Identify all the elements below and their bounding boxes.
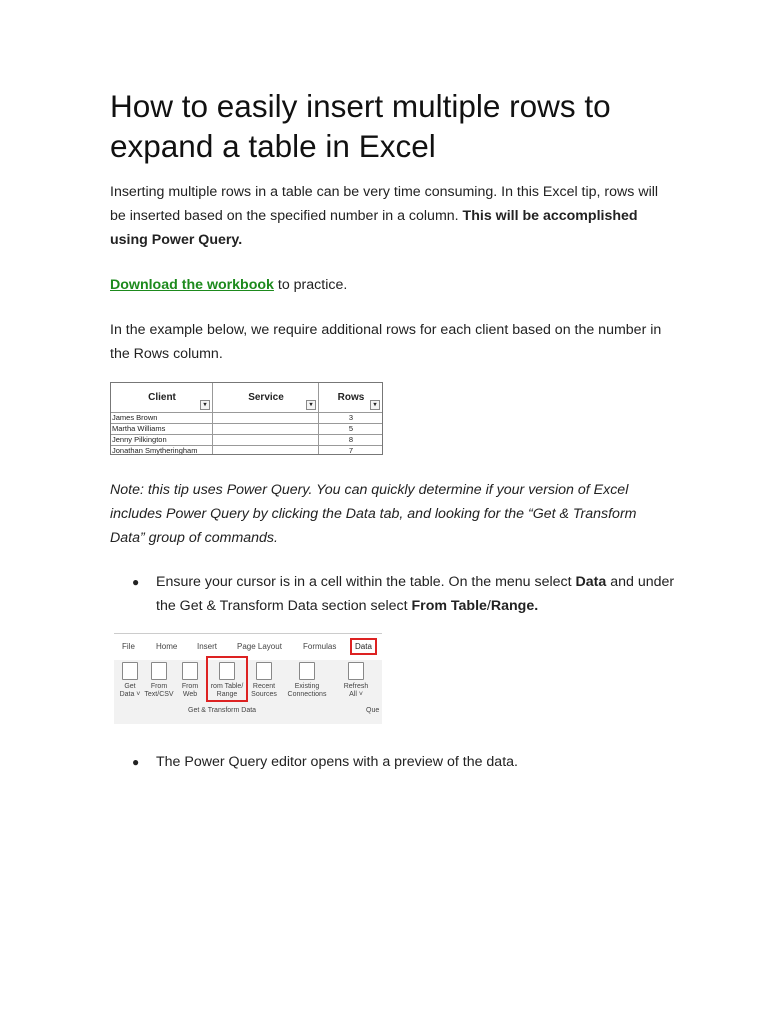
group-label-get-transform: Get & Transform Data <box>188 707 257 714</box>
filter-dropdown-icon: ▾ <box>370 400 380 410</box>
from-text-csv-button[interactable]: From Text/CSV <box>144 662 174 699</box>
header-rows: Rows ▾ <box>319 383 382 412</box>
tab-page-layout[interactable]: Page Layout <box>237 642 282 651</box>
intro-paragraph <box>110 180 670 252</box>
bullet-item-2 <box>132 750 676 774</box>
cell-rows: 8 <box>348 435 354 444</box>
existing-connections-button[interactable]: Existing Connections <box>284 662 330 699</box>
cell-client: James Brown <box>111 413 213 423</box>
intro-bold-text: This will be accomplished using Power Query. <box>110 208 638 248</box>
intro-text: Inserting multiple rows in a table can be very time consuming. In this Excel tip, rows will be inserted based on the specified number in a column. <box>110 184 659 224</box>
bullet-dot-icon: ● <box>132 755 140 769</box>
header-service: Service ▾ <box>213 383 319 412</box>
filter-dropdown-icon: ▾ <box>306 400 316 410</box>
bullet1-text: Ensure your cursor is in a cell within the table. On the menu select <box>156 574 576 590</box>
download-workbook-link[interactable]: Download the workbook <box>110 277 274 293</box>
web-icon <box>182 662 198 680</box>
table-icon <box>219 662 235 680</box>
cell-client: Jenny Pilkington <box>111 435 213 445</box>
table-row <box>111 413 382 424</box>
cell-rows: 3 <box>348 413 354 422</box>
excel-ribbon-image <box>114 633 382 724</box>
connections-icon <box>299 662 315 680</box>
bullet-item-1 <box>132 570 676 618</box>
page-title: How to easily insert multiple rows to expand a table in Excel <box>110 88 611 164</box>
from-table-range-button[interactable]: rom Table/ Range <box>206 656 248 702</box>
example-paragraph: In the example below, we require additional rows for each client based on the number in the Rows column. <box>110 322 662 362</box>
download-paragraph <box>110 273 670 297</box>
cell-client: Jonathan Smytheringham <box>111 446 213 455</box>
cell-rows: 7 <box>348 446 354 455</box>
get-data-button[interactable]: Get Data ˅ <box>117 662 143 699</box>
download-rest-text: to practice. <box>273 277 348 293</box>
tab-home[interactable]: Home <box>156 642 178 651</box>
tab-insert[interactable]: Insert <box>197 642 218 651</box>
cell-service <box>213 446 319 455</box>
get-data-icon <box>122 662 138 680</box>
tab-formulas[interactable]: Formulas <box>303 642 337 651</box>
bullet1-text2: and under the Get & Transform Data section select <box>156 574 675 614</box>
bullet1-range-bold: Range. <box>490 598 539 614</box>
text-file-icon <box>151 662 167 680</box>
from-web-button[interactable]: From Web <box>177 662 203 699</box>
table-row <box>111 424 382 435</box>
group-label-queries: Que <box>366 707 380 714</box>
bullet1-from-table-bold: From Table <box>411 598 487 614</box>
cell-service <box>213 435 319 445</box>
ribbon-tabs <box>114 634 382 660</box>
cell-client: Martha Williams <box>111 424 213 434</box>
bullet-dot-icon: ● <box>132 575 140 589</box>
clock-icon <box>256 662 272 680</box>
header-client: Client ▾ <box>111 383 213 412</box>
tab-data[interactable]: Data <box>350 638 377 655</box>
tab-file[interactable]: File <box>122 642 135 651</box>
refresh-all-button[interactable]: Refresh All ˅ <box>340 662 372 699</box>
bullet1-data-bold: Data <box>575 574 607 590</box>
cell-service <box>213 424 319 434</box>
filter-dropdown-icon: ▾ <box>200 400 210 410</box>
bullet2-text: The Power Query editor opens with a preview of the data. <box>156 754 518 770</box>
recent-sources-button[interactable]: Recent Sources <box>250 662 278 699</box>
cell-rows: 5 <box>348 424 354 433</box>
cell-service <box>213 413 319 423</box>
note-paragraph: Note: this tip uses Power Query. You can quickly determine if your version of Excel includes Power Query by clicking the Data tab, and looking for the “Get & Transform Data” group of commands. <box>110 482 637 546</box>
bullet1-slash: / <box>486 598 491 614</box>
table-row <box>111 446 382 455</box>
excel-table-header-row <box>111 383 382 413</box>
refresh-icon <box>348 662 364 680</box>
excel-table-image <box>110 382 383 455</box>
table-row <box>111 435 382 446</box>
